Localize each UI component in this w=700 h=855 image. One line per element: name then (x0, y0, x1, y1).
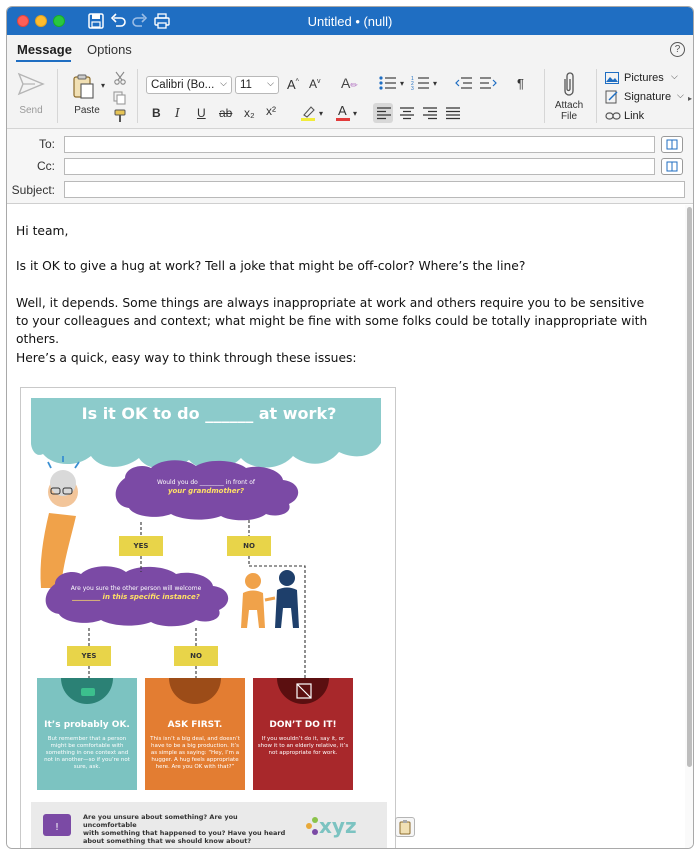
grandmother-illustration (40, 470, 78, 588)
font-name-value: Calibri (Bo... (151, 79, 215, 91)
svg-text:3: 3 (411, 86, 414, 91)
attach-label: Attach (554, 100, 584, 111)
chevron-down-icon: ⌵ (671, 71, 678, 81)
font-color-icon[interactable]: A (335, 103, 351, 123)
clipboard-icon (71, 73, 97, 101)
yes-text-2: YES (81, 652, 97, 660)
vertical-scrollbar[interactable] (685, 205, 693, 849)
signature-icon (605, 90, 619, 104)
italic-button[interactable]: I (175, 106, 180, 120)
pictures-button[interactable] (603, 71, 683, 87)
address-book-icon[interactable] (661, 136, 683, 153)
question-2-line-2: ________ in this specific instance? (72, 593, 200, 601)
footer-line-2: with something that happened to you? Have you heard (83, 829, 286, 837)
font-color-dropdown-icon[interactable]: ▾ (353, 109, 358, 118)
help-icon[interactable]: ? (670, 42, 685, 57)
chevron-down-icon: ⌵ (267, 78, 274, 88)
decrease-indent-icon[interactable] (455, 75, 473, 91)
svg-text:!: ! (54, 822, 60, 833)
question-1-line-2: your grandmother? (167, 487, 245, 495)
picture-icon (605, 72, 619, 84)
scroll-thumb[interactable] (687, 207, 692, 767)
subscript-button[interactable]: x₂ (244, 106, 255, 120)
question-2-line-1: Are you sure the other person will welcome (70, 585, 202, 592)
paste-label: Paste (74, 105, 100, 116)
attach-file-button[interactable] (549, 67, 589, 125)
link-icon (605, 111, 621, 121)
mail-compose-window (6, 6, 694, 849)
show-paragraph-marks-button[interactable]: ¶ (517, 76, 524, 91)
footer-line-1: Are you unsure about something? Are you uncomfortable (83, 813, 238, 829)
question-1-line-1: Would you do ________ in front of (156, 479, 255, 486)
svg-text:1: 1 (411, 76, 414, 82)
tab-options[interactable]: Options (87, 42, 132, 57)
file-label: File (560, 111, 578, 122)
font-size-value: 11 (240, 79, 252, 91)
to-field[interactable] (64, 136, 655, 153)
cut-icon[interactable] (113, 71, 127, 85)
ribbon-toolbar (7, 63, 693, 129)
paste-dropdown-icon[interactable]: ▾ (101, 81, 106, 90)
underline-button[interactable]: U (197, 106, 206, 120)
chevron-down-icon: ⌵ (677, 90, 684, 100)
active-tab-indicator (16, 60, 71, 62)
bold-button[interactable]: B (152, 106, 161, 120)
format-painter-icon[interactable] (113, 109, 127, 123)
increase-font-size-icon[interactable]: A^ (287, 77, 299, 92)
infographic-image[interactable] (20, 387, 396, 849)
align-center-icon[interactable] (399, 106, 415, 120)
yes-text-1: YES (133, 542, 149, 550)
body-paragraph-1: Is it OK to give a hug at work? Tell a joke that might be off-color? Where’s the line? (16, 259, 526, 273)
svg-text:2: 2 (411, 81, 414, 87)
box-dont-text: If you wouldn’t do it, say it, or show it to an elderly relative, it’s not appropriate for work. (257, 736, 349, 756)
to-label: To: (38, 137, 55, 151)
highlight-dropdown-icon[interactable]: ▾ (319, 109, 324, 118)
superscript-button[interactable]: x² (266, 104, 276, 118)
bullet-list-icon[interactable] (378, 75, 398, 91)
highlight-icon[interactable] (299, 104, 319, 122)
address-fields (7, 129, 693, 204)
align-right-icon[interactable] (422, 106, 438, 120)
send-icon (17, 71, 45, 97)
font-name-dropdown[interactable] (146, 76, 232, 94)
send-button[interactable] (13, 67, 49, 123)
justify-icon[interactable] (445, 106, 461, 120)
body-paragraph-2: Well, it depends. Some things are always inappropriate at work and others require you to be sensitive to your colleagues and context; what might be fine with some folks could be totally inappropriate with others. (16, 296, 648, 346)
infographic-title: Is it OK to do ______ at work? (81, 404, 337, 423)
paste-options-icon[interactable] (395, 817, 415, 837)
footer-question-text (83, 813, 293, 845)
title-bar (7, 7, 693, 35)
align-left-icon[interactable] (376, 106, 392, 120)
window-title: Untitled • (null) (307, 14, 393, 29)
xyz-logo: xyz (319, 814, 357, 838)
cc-field[interactable] (64, 158, 655, 175)
paste-button[interactable] (65, 67, 109, 123)
bullet-dropdown-icon[interactable]: ▾ (400, 79, 405, 88)
numbered-list-icon[interactable] (411, 75, 431, 91)
two-people-illustration (241, 570, 299, 628)
chevron-down-icon: ⌵ (220, 78, 227, 88)
address-book-icon[interactable] (661, 158, 683, 175)
subject-label: Subject: (11, 183, 55, 197)
cc-label: Cc: (37, 159, 55, 173)
ribbon-overflow-icon[interactable]: ▸ (688, 94, 693, 103)
numbered-dropdown-icon[interactable]: ▾ (433, 79, 438, 88)
box-ask-title: ASK FIRST. (167, 720, 223, 730)
link-label: Link (624, 110, 645, 122)
pictures-label: Pictures (624, 72, 664, 84)
box-dont-title: DON’T DO IT! (269, 720, 337, 730)
link-button[interactable] (603, 109, 673, 125)
box-ok-title: It’s probably OK. (44, 720, 130, 730)
strikethrough-button[interactable]: ab (219, 106, 233, 120)
footer-line-3: about something that we should know about? (83, 837, 252, 845)
tab-message[interactable]: Message (17, 42, 72, 57)
body-paragraph-3: Here’s a quick, easy way to think through these issues: (16, 351, 357, 365)
no-text-2: NO (190, 652, 202, 660)
no-text-1: NO (243, 542, 255, 550)
box-ask-text: This isn’t a big deal, and doesn’t have to be a big production. It’s as simple as saying: “Hey, I’m a hugger. A hug feels appropriate here. Are you OK with that?” (150, 736, 240, 770)
paperclip-icon (560, 69, 578, 99)
box-ok-text: But remember that a person might be comfortable with something in one context and not in another—so if you’re not sure, ask. (44, 736, 130, 770)
clear-formatting-icon[interactable]: A✏ (341, 75, 358, 91)
ribbon-tabs (7, 35, 693, 63)
message-body[interactable] (7, 205, 687, 849)
copy-icon[interactable] (113, 91, 127, 105)
decrease-font-size-icon[interactable]: $A^v$ (309, 77, 321, 91)
signature-label: Signature (624, 91, 672, 103)
signature-button[interactable] (603, 90, 689, 106)
increase-indent-icon[interactable] (479, 75, 497, 91)
subject-field[interactable] (64, 181, 685, 198)
greeting-text: Hi team, (16, 224, 69, 238)
send-label: Send (19, 105, 43, 116)
font-size-dropdown[interactable] (235, 76, 279, 94)
